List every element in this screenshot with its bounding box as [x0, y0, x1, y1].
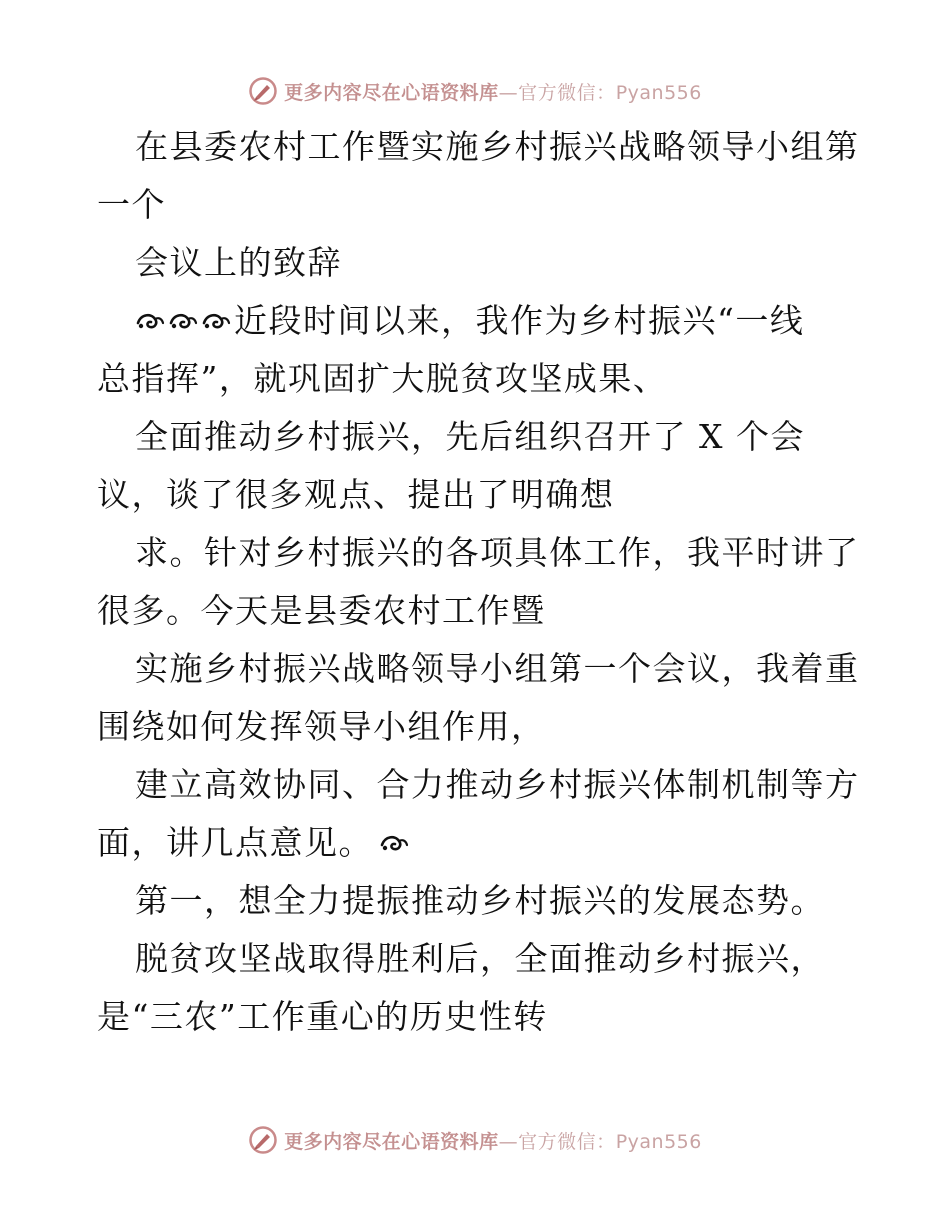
- watermark-id: Pyan556: [615, 1130, 702, 1153]
- paragraph-line: [97, 814, 857, 872]
- title-line-2: 一个: [97, 185, 166, 224]
- fleuron-icon: [168, 306, 198, 336]
- pen-logo-icon: [248, 76, 278, 106]
- title-line-3: 会议上的致辞: [135, 243, 342, 282]
- paragraph-line: 建立高效协同、合力推动乡村振兴体制机制等方: [135, 765, 860, 804]
- pen-logo-icon: [248, 1125, 278, 1155]
- paragraph-line: 求。针对乡村振兴的各项具体工作，我平时讲了: [135, 533, 860, 572]
- paragraph-line: 很多。今天是县委农村工作暨: [97, 591, 546, 630]
- watermark-id: Pyan556: [615, 81, 702, 104]
- section-heading: 第一，想全力提振推动乡村振兴的发展态势。: [135, 881, 825, 920]
- paragraph-line: 议，谈了很多观点、提出了明确想: [97, 475, 615, 514]
- watermark-contact: 官方微信：: [518, 1130, 616, 1153]
- watermark-contact: 官方微信：: [518, 81, 616, 104]
- watermark-separator: —: [498, 81, 519, 104]
- paragraph-line: 脱贫攻坚战取得胜利后，全面推动乡村振兴，: [135, 939, 825, 978]
- paragraph-line: 是“三农”工作重心的历史性转: [97, 997, 548, 1036]
- document-body: [97, 118, 860, 1046]
- watermark-separator: —: [498, 1130, 519, 1153]
- paragraph-line: 实施乡村振兴战略领导小组第一个会议，我着重: [135, 649, 860, 688]
- header-watermark: [0, 71, 950, 111]
- fleuron-icon: [379, 828, 409, 858]
- paragraph-line: 围绕如何发挥领导小组作用，: [97, 707, 546, 746]
- title-line-1: 在县委农村工作暨实施乡村振兴战略领导小组第: [135, 127, 860, 166]
- fleuron-icon: [135, 306, 165, 336]
- paragraph-text: 面，讲几点意见。: [97, 823, 373, 862]
- fleuron-icon: [201, 306, 231, 336]
- paragraph-line: [97, 292, 857, 350]
- paragraph-text: 近段时间以来，我作为乡村振兴“一线: [234, 301, 805, 340]
- paragraph-line: 全面推动乡村振兴，先后组织召开了 X 个会: [135, 417, 805, 456]
- watermark-brand: 更多内容尽在心语资料库: [284, 1130, 499, 1153]
- footer-watermark: [0, 1120, 950, 1160]
- watermark-brand: 更多内容尽在心语资料库: [284, 81, 499, 104]
- paragraph-line: 总指挥”，就巩固扩大脱贫攻坚成果、: [97, 359, 668, 398]
